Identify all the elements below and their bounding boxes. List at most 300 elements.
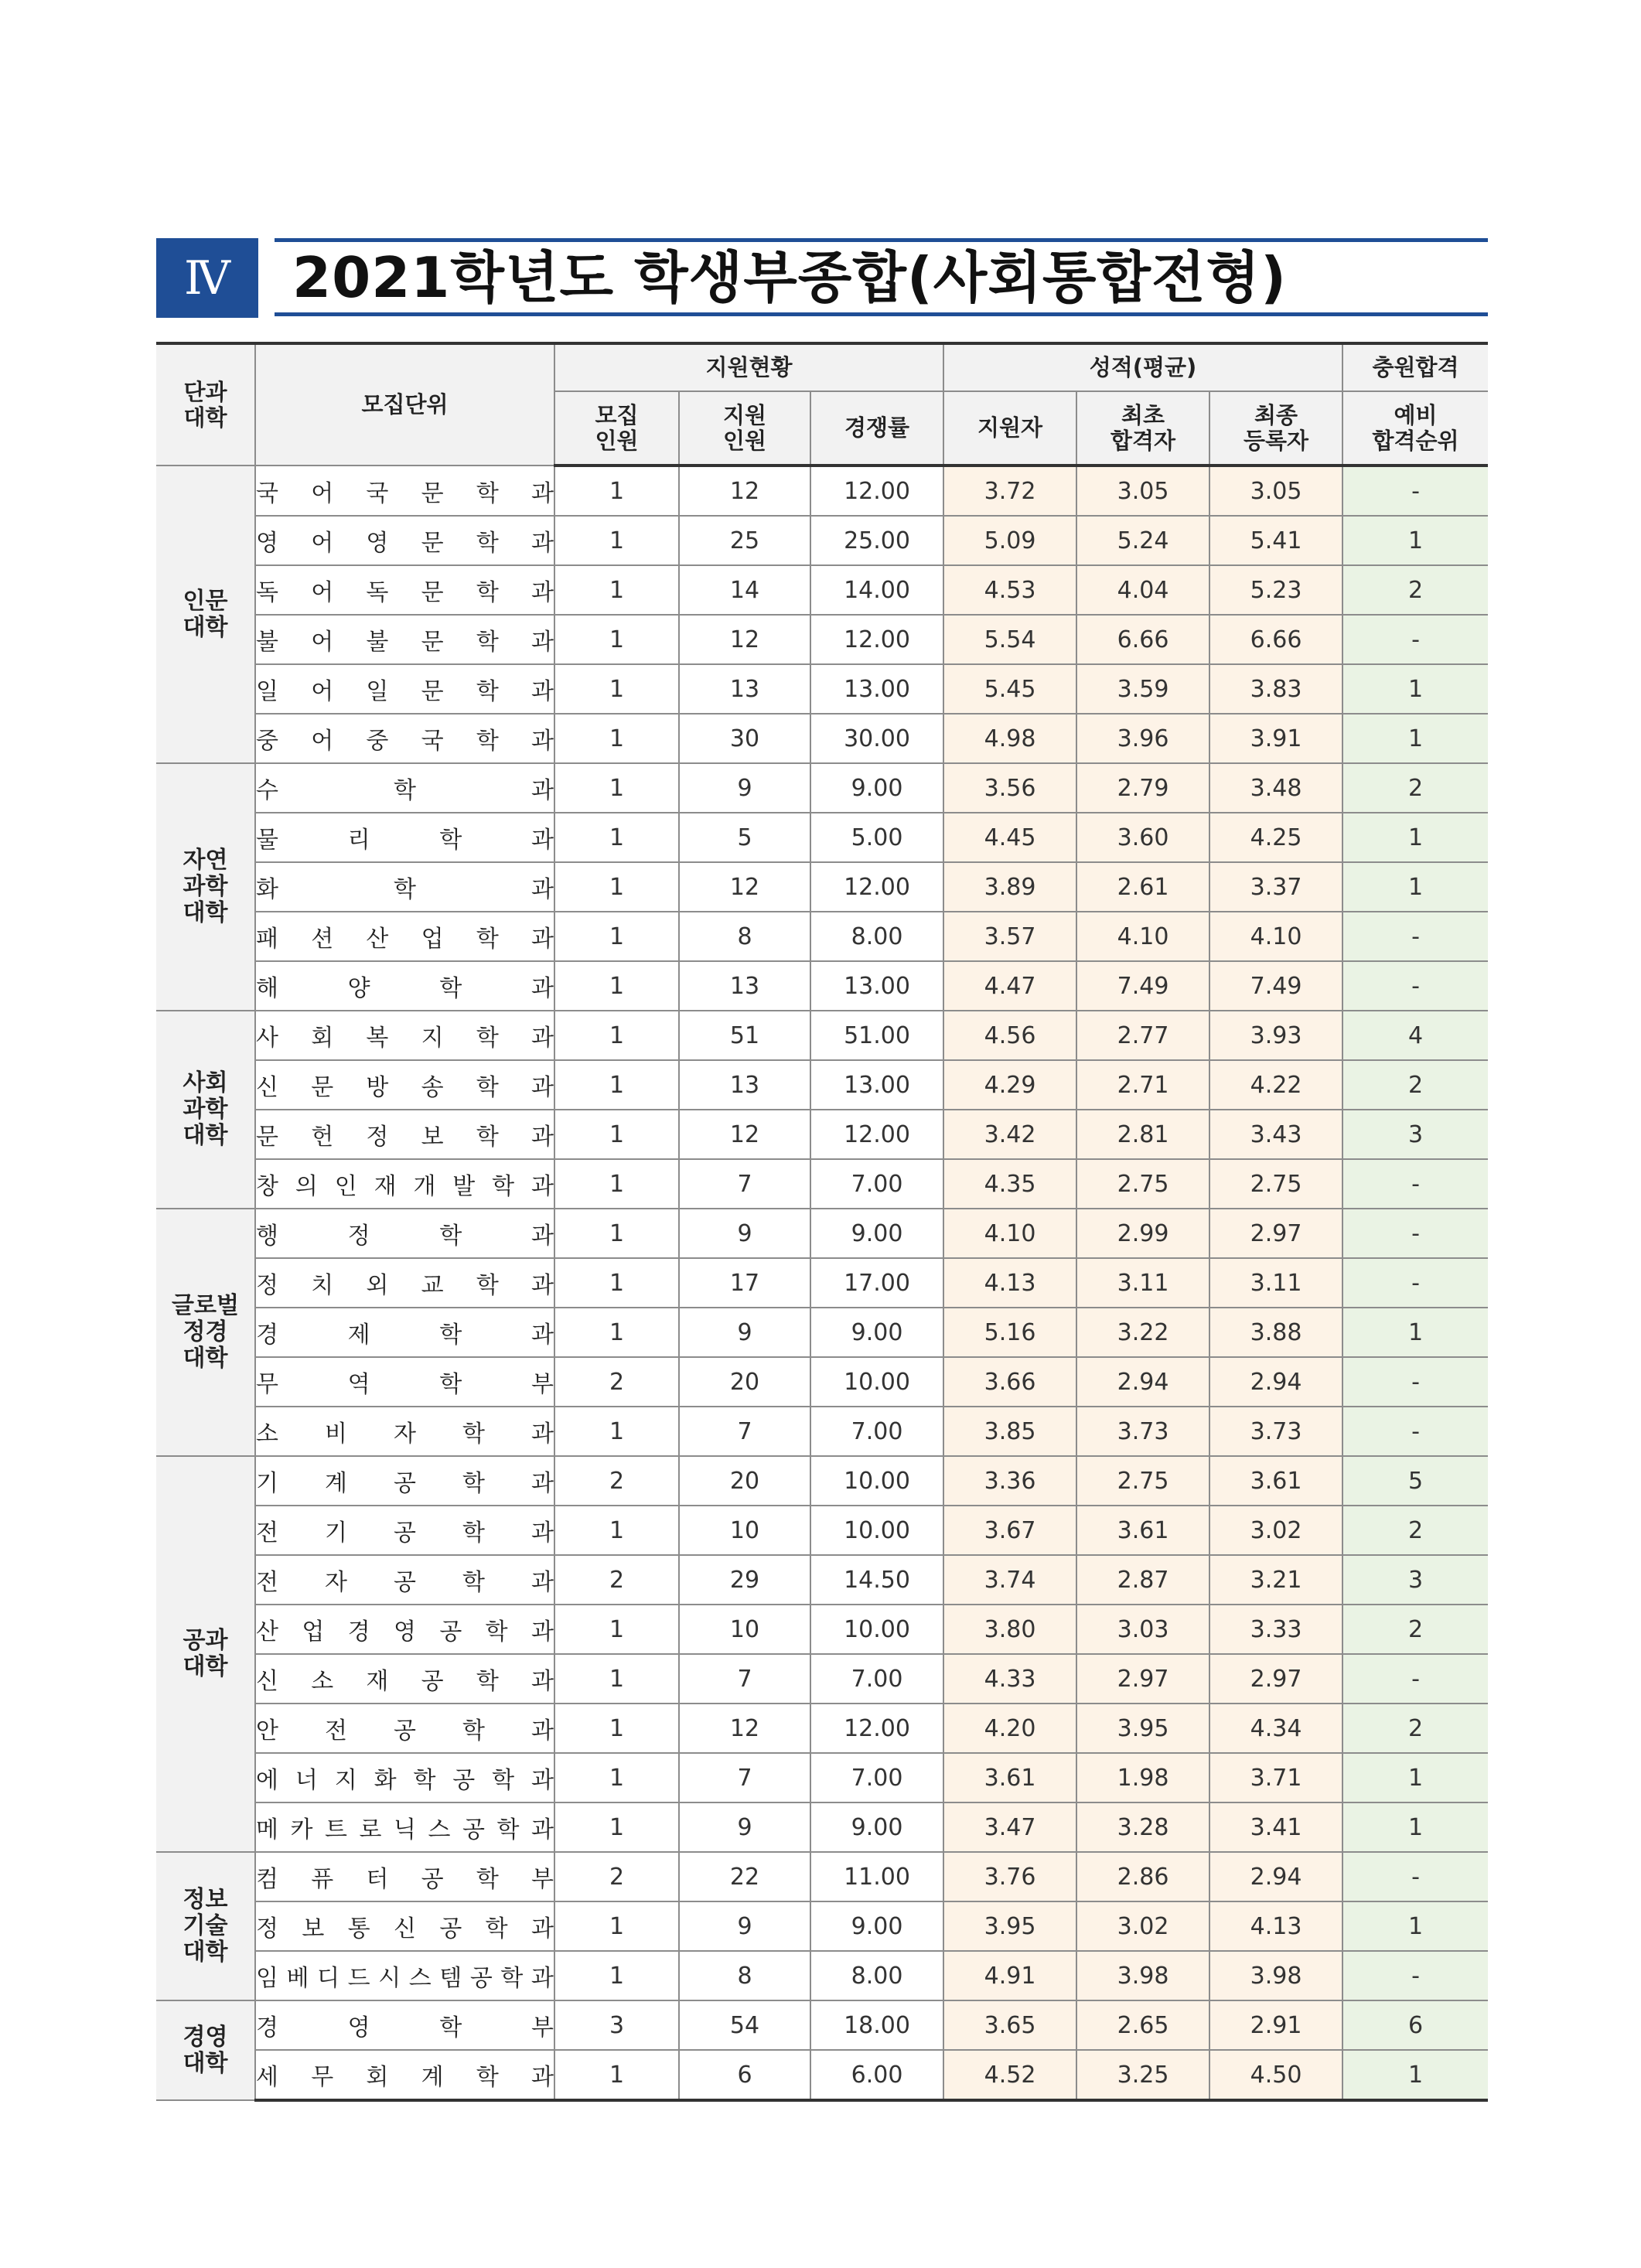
- applicants-cell: 20: [679, 1456, 810, 1506]
- grade-final-reg-cell: 3.37: [1209, 862, 1342, 912]
- header-unit: 모집단위: [255, 343, 554, 466]
- quota-cell: 1: [554, 1802, 679, 1852]
- dept-name: [255, 1011, 554, 1060]
- dept-name-text: 소 비 자 학 과: [256, 1420, 554, 1448]
- dept-name-text: 신 문 방 송 학 과: [256, 1074, 554, 1101]
- ratio-cell: 51.00: [810, 1011, 943, 1060]
- quota-cell: 1: [554, 1060, 679, 1110]
- applicants-cell: 7: [679, 1159, 810, 1209]
- dept-name: [255, 1456, 554, 1506]
- dept-name-text: 경 제 학 과: [256, 1322, 554, 1349]
- waitlist-rank-cell: 6: [1342, 2000, 1488, 2050]
- grade-first-pass-cell: 6.66: [1076, 615, 1209, 664]
- dept-name-text: 에 너 지 화 학 공 학 과: [256, 1767, 554, 1794]
- grade-final-reg-cell: 3.02: [1209, 1506, 1342, 1555]
- header-waitlist-rank: [1342, 391, 1488, 466]
- waitlist-rank-cell: 2: [1342, 1506, 1488, 1555]
- admission-table: [156, 342, 1488, 2102]
- college-name-text: 경영 대학: [183, 2023, 228, 2077]
- dept-name: [255, 912, 554, 961]
- grade-first-pass-cell: 2.87: [1076, 1555, 1209, 1605]
- dept-name: [255, 813, 554, 862]
- applicants-cell: 17: [679, 1258, 810, 1308]
- dept-name: [255, 763, 554, 813]
- table-row: [156, 615, 1488, 664]
- table-row: [156, 1802, 1488, 1852]
- ratio-cell: 5.00: [810, 813, 943, 862]
- grade-final-reg-cell: 3.88: [1209, 1308, 1342, 1357]
- table-row: [156, 516, 1488, 565]
- quota-cell: 1: [554, 565, 679, 615]
- dept-name: [255, 615, 554, 664]
- grade-final-reg-cell: 5.23: [1209, 565, 1342, 615]
- grade-first-pass-cell: 2.77: [1076, 1011, 1209, 1060]
- ratio-cell: 10.00: [810, 1605, 943, 1654]
- quota-cell: 1: [554, 615, 679, 664]
- table-row: [156, 1060, 1488, 1110]
- table-row: [156, 1011, 1488, 1060]
- college-name-text: 사회 과학 대학: [183, 1069, 228, 1149]
- quota-cell: 1: [554, 1753, 679, 1802]
- quota-cell: 1: [554, 1654, 679, 1704]
- grade-applicant-cell: 4.53: [943, 565, 1076, 615]
- quota-cell: 1: [554, 1901, 679, 1951]
- grade-final-reg-cell: 5.41: [1209, 516, 1342, 565]
- grade-applicant-cell: 3.56: [943, 763, 1076, 813]
- table-row: [156, 862, 1488, 912]
- dept-name-text: 정 치 외 교 학 과: [256, 1272, 554, 1299]
- table-row: [156, 961, 1488, 1011]
- grade-final-reg-cell: 2.75: [1209, 1159, 1342, 1209]
- dept-name-text: 임 베 디 드 시 스 템 공 학 과: [256, 1965, 554, 1992]
- grade-first-pass-cell: 3.02: [1076, 1901, 1209, 1951]
- waitlist-rank-cell: -: [1342, 1357, 1488, 1407]
- grade-applicant-cell: 3.66: [943, 1357, 1076, 1407]
- grade-applicant-cell: 4.13: [943, 1258, 1076, 1308]
- ratio-cell: 12.00: [810, 466, 943, 516]
- header-college-text: 단과 대학: [183, 378, 227, 431]
- quota-cell: 1: [554, 1209, 679, 1258]
- grade-first-pass-cell: 3.28: [1076, 1802, 1209, 1852]
- dept-name: [255, 516, 554, 565]
- waitlist-rank-cell: 1: [1342, 714, 1488, 763]
- applicants-cell: 5: [679, 813, 810, 862]
- applicants-cell: 9: [679, 1209, 810, 1258]
- waitlist-rank-cell: 1: [1342, 516, 1488, 565]
- quota-cell: 1: [554, 1159, 679, 1209]
- dept-name-text: 전 자 공 학 과: [256, 1569, 554, 1596]
- applicants-cell: 7: [679, 1407, 810, 1456]
- quota-cell: 1: [554, 813, 679, 862]
- applicants-cell: 30: [679, 714, 810, 763]
- waitlist-rank-cell: -: [1342, 1159, 1488, 1209]
- dept-name-text: 일 어 일 문 학 과: [256, 678, 554, 705]
- grade-applicant-cell: 4.29: [943, 1060, 1076, 1110]
- ratio-cell: 10.00: [810, 1456, 943, 1506]
- quota-cell: 1: [554, 1704, 679, 1753]
- waitlist-rank-cell: 2: [1342, 1704, 1488, 1753]
- waitlist-rank-cell: 3: [1342, 1110, 1488, 1159]
- header-quota: [554, 391, 679, 466]
- waitlist-rank-cell: 5: [1342, 1456, 1488, 1506]
- dept-name-text: 독 어 독 문 학 과: [256, 579, 554, 606]
- applicants-cell: 9: [679, 1901, 810, 1951]
- grade-first-pass-cell: 3.95: [1076, 1704, 1209, 1753]
- ratio-cell: 6.00: [810, 2050, 943, 2100]
- grade-applicant-cell: 3.95: [943, 1901, 1076, 1951]
- grade-final-reg-cell: 2.94: [1209, 1357, 1342, 1407]
- grade-applicant-cell: 3.72: [943, 466, 1076, 516]
- dept-name: [255, 1209, 554, 1258]
- grade-final-reg-cell: 4.10: [1209, 912, 1342, 961]
- table-row: [156, 1456, 1488, 1506]
- college-name: [156, 1011, 255, 1209]
- table-row: [156, 565, 1488, 615]
- grade-final-reg-cell: 3.43: [1209, 1110, 1342, 1159]
- grade-final-reg-cell: 3.11: [1209, 1258, 1342, 1308]
- grade-final-reg-cell: 2.94: [1209, 1852, 1342, 1901]
- grade-first-pass-cell: 3.22: [1076, 1308, 1209, 1357]
- quota-cell: 1: [554, 763, 679, 813]
- section-badge: Ⅳ: [156, 238, 258, 318]
- dept-name: [255, 466, 554, 516]
- grade-first-pass-cell: 3.03: [1076, 1605, 1209, 1654]
- ratio-cell: 9.00: [810, 1901, 943, 1951]
- dept-name: [255, 1852, 554, 1901]
- applicants-cell: 10: [679, 1506, 810, 1555]
- grade-applicant-cell: 4.56: [943, 1011, 1076, 1060]
- grade-first-pass-cell: 4.10: [1076, 912, 1209, 961]
- college-name: [156, 763, 255, 1011]
- page-title: 2021학년도 학생부종합(사회통합전형): [292, 245, 1287, 310]
- grade-applicant-cell: 4.10: [943, 1209, 1076, 1258]
- quota-cell: 1: [554, 1407, 679, 1456]
- dept-name-text: 화 학 과: [256, 876, 554, 903]
- dept-name: [255, 1357, 554, 1407]
- table-row: [156, 1654, 1488, 1704]
- table-row: [156, 1901, 1488, 1951]
- grade-first-pass-cell: 2.75: [1076, 1159, 1209, 1209]
- dept-name-text: 전 기 공 학 과: [256, 1519, 554, 1547]
- grade-applicant-cell: 3.61: [943, 1753, 1076, 1802]
- grade-first-pass-cell: 5.24: [1076, 516, 1209, 565]
- grade-first-pass-cell: 2.65: [1076, 2000, 1209, 2050]
- grade-first-pass-cell: 2.71: [1076, 1060, 1209, 1110]
- dept-name: [255, 1951, 554, 2000]
- header-waitlist-rank-text: 예비 합격순위: [1372, 401, 1459, 454]
- college-name-text: 정보 기술 대학: [183, 1886, 228, 1966]
- dept-name-text: 기 계 공 학 과: [256, 1470, 554, 1497]
- ratio-cell: 8.00: [810, 1951, 943, 2000]
- waitlist-rank-cell: 1: [1342, 862, 1488, 912]
- dept-name-text: 패 션 산 업 학 과: [256, 926, 554, 953]
- ratio-cell: 9.00: [810, 1308, 943, 1357]
- dept-name-text: 해 양 학 과: [256, 975, 554, 1002]
- dept-name: [255, 1110, 554, 1159]
- grade-first-pass-cell: 3.73: [1076, 1407, 1209, 1456]
- grade-first-pass-cell: 2.99: [1076, 1209, 1209, 1258]
- waitlist-rank-cell: 1: [1342, 664, 1488, 714]
- applicants-cell: 54: [679, 2000, 810, 2050]
- ratio-cell: 18.00: [810, 2000, 943, 2050]
- college-name-text: 글로벌 정경 대학: [172, 1292, 239, 1372]
- ratio-cell: 10.00: [810, 1506, 943, 1555]
- quota-cell: 1: [554, 1308, 679, 1357]
- quota-cell: 2: [554, 1555, 679, 1605]
- header-college: [156, 343, 255, 466]
- applicants-cell: 9: [679, 1802, 810, 1852]
- grade-final-reg-cell: 3.05: [1209, 466, 1342, 516]
- grade-first-pass-cell: 2.79: [1076, 763, 1209, 813]
- grade-first-pass-cell: 4.04: [1076, 565, 1209, 615]
- grade-first-pass-cell: 2.94: [1076, 1357, 1209, 1407]
- quota-cell: 1: [554, 664, 679, 714]
- grade-applicant-cell: 4.52: [943, 2050, 1076, 2100]
- waitlist-rank-cell: 2: [1342, 763, 1488, 813]
- dept-name: [255, 1555, 554, 1605]
- table-row: [156, 1605, 1488, 1654]
- header-applicants: [679, 391, 810, 466]
- waitlist-rank-cell: 2: [1342, 1060, 1488, 1110]
- college-name: [156, 1209, 255, 1456]
- grade-final-reg-cell: 3.83: [1209, 664, 1342, 714]
- dept-name-text: 신 소 재 공 학 과: [256, 1668, 554, 1695]
- table-row: [156, 2050, 1488, 2100]
- waitlist-rank-cell: -: [1342, 1258, 1488, 1308]
- table-row: [156, 1951, 1488, 2000]
- dept-name: [255, 1605, 554, 1654]
- dept-name-text: 행 정 학 과: [256, 1223, 554, 1250]
- applicants-cell: 13: [679, 961, 810, 1011]
- grade-final-reg-cell: 6.66: [1209, 615, 1342, 664]
- dept-name: [255, 862, 554, 912]
- ratio-cell: 13.00: [810, 664, 943, 714]
- grade-applicant-cell: 4.20: [943, 1704, 1076, 1753]
- grade-first-pass-cell: 3.98: [1076, 1951, 1209, 2000]
- grade-applicant-cell: 3.47: [943, 1802, 1076, 1852]
- dept-name-text: 정 보 통 신 공 학 과: [256, 1915, 554, 1942]
- waitlist-rank-cell: -: [1342, 1654, 1488, 1704]
- table-row: [156, 1110, 1488, 1159]
- grade-first-pass-cell: 2.75: [1076, 1456, 1209, 1506]
- waitlist-rank-cell: -: [1342, 466, 1488, 516]
- quota-cell: 1: [554, 961, 679, 1011]
- dept-name: [255, 1407, 554, 1456]
- grade-final-reg-cell: 3.98: [1209, 1951, 1342, 2000]
- table-row: [156, 664, 1488, 714]
- waitlist-rank-cell: -: [1342, 1407, 1488, 1456]
- dept-name: [255, 1308, 554, 1357]
- applicants-cell: 7: [679, 1654, 810, 1704]
- dept-name: [255, 714, 554, 763]
- dept-name-text: 사 회 복 지 학 과: [256, 1025, 554, 1052]
- applicants-cell: 13: [679, 664, 810, 714]
- dept-name-text: 경 영 학 부: [256, 2014, 554, 2041]
- waitlist-rank-cell: 1: [1342, 1901, 1488, 1951]
- grade-applicant-cell: 5.45: [943, 664, 1076, 714]
- quota-cell: 3: [554, 2000, 679, 2050]
- table-row: [156, 1357, 1488, 1407]
- table-row: [156, 1753, 1488, 1802]
- grade-final-reg-cell: 4.22: [1209, 1060, 1342, 1110]
- applicants-cell: 9: [679, 763, 810, 813]
- grade-applicant-cell: 5.54: [943, 615, 1076, 664]
- applicants-cell: 25: [679, 516, 810, 565]
- grade-final-reg-cell: 4.50: [1209, 2050, 1342, 2100]
- ratio-cell: 8.00: [810, 912, 943, 961]
- grade-first-pass-cell: 3.05: [1076, 466, 1209, 516]
- grade-first-pass-cell: 2.61: [1076, 862, 1209, 912]
- quota-cell: 1: [554, 1258, 679, 1308]
- grade-first-pass-cell: 3.96: [1076, 714, 1209, 763]
- dept-name-text: 중 어 중 국 학 과: [256, 728, 554, 755]
- dept-name-text: 물 리 학 과: [256, 827, 554, 854]
- college-name: [156, 1456, 255, 1852]
- ratio-cell: 14.50: [810, 1555, 943, 1605]
- grade-applicant-cell: 3.85: [943, 1407, 1076, 1456]
- waitlist-rank-cell: -: [1342, 1852, 1488, 1901]
- header-grade-final-reg: [1209, 391, 1342, 466]
- grade-applicant-cell: 3.57: [943, 912, 1076, 961]
- quota-cell: 1: [554, 466, 679, 516]
- college-name: [156, 1852, 255, 2000]
- dept-name: [255, 961, 554, 1011]
- waitlist-rank-cell: 1: [1342, 2050, 1488, 2100]
- applicants-cell: 12: [679, 1110, 810, 1159]
- ratio-cell: 7.00: [810, 1159, 943, 1209]
- quota-cell: 1: [554, 1605, 679, 1654]
- dept-name: [255, 1159, 554, 1209]
- table-row: [156, 1159, 1488, 1209]
- dept-name: [255, 664, 554, 714]
- grade-final-reg-cell: 3.73: [1209, 1407, 1342, 1456]
- ratio-cell: 12.00: [810, 1704, 943, 1753]
- table-row: [156, 1308, 1488, 1357]
- ratio-cell: 12.00: [810, 862, 943, 912]
- ratio-cell: 25.00: [810, 516, 943, 565]
- dept-name: [255, 1901, 554, 1951]
- ratio-cell: 9.00: [810, 763, 943, 813]
- table-row: [156, 912, 1488, 961]
- waitlist-rank-cell: -: [1342, 615, 1488, 664]
- grade-final-reg-cell: 2.97: [1209, 1654, 1342, 1704]
- dept-name-text: 무 역 학 부: [256, 1371, 554, 1398]
- waitlist-rank-cell: 3: [1342, 1555, 1488, 1605]
- quota-cell: 2: [554, 1357, 679, 1407]
- dept-name: [255, 1753, 554, 1802]
- waitlist-rank-cell: -: [1342, 961, 1488, 1011]
- dept-name: [255, 565, 554, 615]
- header-grade-first-pass: [1076, 391, 1209, 466]
- grade-applicant-cell: 3.42: [943, 1110, 1076, 1159]
- ratio-cell: 7.00: [810, 1654, 943, 1704]
- grade-final-reg-cell: 3.48: [1209, 763, 1342, 813]
- ratio-cell: 14.00: [810, 565, 943, 615]
- grade-first-pass-cell: 3.60: [1076, 813, 1209, 862]
- grade-final-reg-cell: 7.49: [1209, 961, 1342, 1011]
- applicants-cell: 8: [679, 912, 810, 961]
- college-name: [156, 2000, 255, 2100]
- grade-final-reg-cell: 3.93: [1209, 1011, 1342, 1060]
- grade-applicant-cell: 3.80: [943, 1605, 1076, 1654]
- table-row: [156, 813, 1488, 862]
- applicants-cell: 12: [679, 615, 810, 664]
- quota-cell: 1: [554, 862, 679, 912]
- ratio-cell: 10.00: [810, 1357, 943, 1407]
- grade-applicant-cell: 4.98: [943, 714, 1076, 763]
- applicants-cell: 20: [679, 1357, 810, 1407]
- applicants-cell: 13: [679, 1060, 810, 1110]
- table-row: [156, 2000, 1488, 2050]
- quota-cell: 1: [554, 2050, 679, 2100]
- header-grade-final-reg-text: 최종 등록자: [1243, 401, 1309, 454]
- ratio-cell: 17.00: [810, 1258, 943, 1308]
- table-row: [156, 714, 1488, 763]
- dept-name-text: 문 헌 정 보 학 과: [256, 1124, 554, 1151]
- ratio-cell: 11.00: [810, 1852, 943, 1901]
- table-body: [156, 466, 1488, 2100]
- applicants-cell: 51: [679, 1011, 810, 1060]
- grade-final-reg-cell: 3.61: [1209, 1456, 1342, 1506]
- header-grade-first-pass-text: 최초 합격자: [1110, 401, 1176, 454]
- waitlist-rank-cell: -: [1342, 912, 1488, 961]
- waitlist-rank-cell: 2: [1342, 1605, 1488, 1654]
- dept-name-text: 메 카 트 로 닉 스 공 학 과: [256, 1816, 554, 1843]
- grade-final-reg-cell: 4.13: [1209, 1901, 1342, 1951]
- ratio-cell: 7.00: [810, 1753, 943, 1802]
- dept-name: [255, 1704, 554, 1753]
- quota-cell: 1: [554, 1110, 679, 1159]
- applicants-cell: 12: [679, 862, 810, 912]
- grade-final-reg-cell: 4.25: [1209, 813, 1342, 862]
- waitlist-rank-cell: -: [1342, 1209, 1488, 1258]
- ratio-cell: 9.00: [810, 1209, 943, 1258]
- table-row: [156, 1209, 1488, 1258]
- ratio-cell: 12.00: [810, 615, 943, 664]
- grade-applicant-cell: 4.35: [943, 1159, 1076, 1209]
- applicants-cell: 12: [679, 1704, 810, 1753]
- ratio-cell: 13.00: [810, 1060, 943, 1110]
- quota-cell: 1: [554, 516, 679, 565]
- waitlist-rank-cell: 1: [1342, 1802, 1488, 1852]
- waitlist-rank-cell: 1: [1342, 1308, 1488, 1357]
- quota-cell: 2: [554, 1456, 679, 1506]
- table-row: [156, 1852, 1488, 1901]
- grade-applicant-cell: 3.65: [943, 2000, 1076, 2050]
- dept-name-text: 국 어 국 문 학 과: [256, 479, 554, 507]
- grade-applicant-cell: 4.45: [943, 813, 1076, 862]
- table-row: [156, 466, 1488, 516]
- applicants-cell: 22: [679, 1852, 810, 1901]
- grade-first-pass-cell: 3.59: [1076, 664, 1209, 714]
- applicants-cell: 29: [679, 1555, 810, 1605]
- quota-cell: 2: [554, 1852, 679, 1901]
- header-group-extra: 충원합격: [1342, 343, 1488, 391]
- dept-name: [255, 1258, 554, 1308]
- waitlist-rank-cell: 2: [1342, 565, 1488, 615]
- grade-applicant-cell: 3.89: [943, 862, 1076, 912]
- header-applicants-text: 지원 인원: [722, 401, 767, 454]
- dept-name-text: 영 어 영 문 학 과: [256, 530, 554, 557]
- header-group-apply: 지원현황: [554, 343, 943, 391]
- grade-applicant-cell: 5.16: [943, 1308, 1076, 1357]
- grade-first-pass-cell: 2.81: [1076, 1110, 1209, 1159]
- dept-name-text: 불 어 불 문 학 과: [256, 629, 554, 656]
- table-row: [156, 1407, 1488, 1456]
- grade-final-reg-cell: 3.21: [1209, 1555, 1342, 1605]
- applicants-cell: 7: [679, 1753, 810, 1802]
- dept-name: [255, 1060, 554, 1110]
